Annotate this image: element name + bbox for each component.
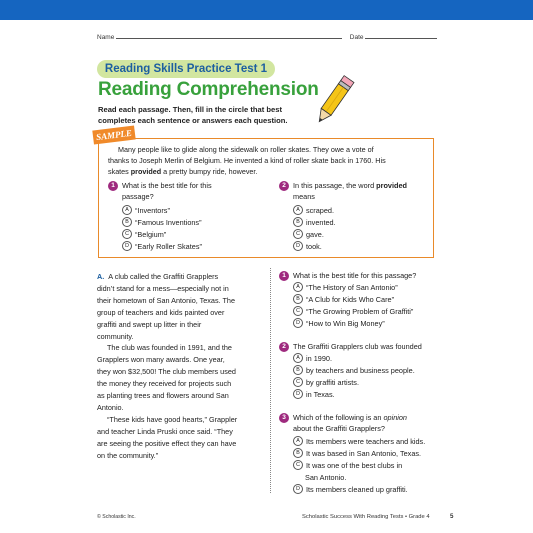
answer-choice[interactable] <box>293 436 425 447</box>
passage-line: didn’t stand for a mess—especially not in <box>97 283 229 293</box>
passage-line: Grapplers won many awards. One year, <box>97 355 225 365</box>
answer-choice[interactable] <box>293 294 394 305</box>
sample-passage <box>108 144 428 177</box>
answer-bubble[interactable]: B <box>293 294 303 304</box>
passage-line: group of teachers and kids painted over <box>97 307 225 317</box>
answer-bubble[interactable]: C <box>293 306 303 316</box>
answer-text: scraped. <box>306 206 334 215</box>
book-title: Scholastic Success With Reading Tests • Grade 4 <box>302 514 430 520</box>
answer-choice[interactable] <box>293 460 402 471</box>
passage-line: they won $32,500! The club members used <box>97 367 236 377</box>
answer-bubble[interactable]: B <box>293 365 303 375</box>
answer-text: “Belgium” <box>135 230 167 239</box>
answer-choice[interactable] <box>122 229 166 240</box>
passage-a <box>97 271 267 462</box>
answer-text: gave. <box>306 230 324 239</box>
answer-choice[interactable] <box>293 318 385 329</box>
question-text: The Graffiti Grapplers club was founded <box>293 342 422 351</box>
passage-line: the money they received for projects such <box>97 379 232 389</box>
passage-line: their hometown of San Antonio, Texas. The <box>97 295 235 305</box>
answer-bubble[interactable]: D <box>122 241 132 251</box>
page-number: 5 <box>450 513 454 520</box>
answer-choice[interactable] <box>293 282 398 293</box>
answer-text: in 1990. <box>306 354 332 363</box>
answer-text: It was one of the best clubs in <box>306 461 403 470</box>
passage-text-fragment: A club called the Graffiti Grapplers <box>108 272 219 281</box>
passage-line: are seeing the positive effect they can have <box>97 438 237 448</box>
answer-choice[interactable] <box>293 365 415 376</box>
answer-choice[interactable] <box>293 205 334 216</box>
answer-text: “Famous Inventions” <box>135 218 202 227</box>
question-number-badge: 1 <box>279 271 289 281</box>
answer-bubble[interactable]: A <box>122 205 132 215</box>
answer-text: It was based in San Antonio, Texas. <box>306 449 422 458</box>
answer-text: by teachers and business people. <box>306 366 415 375</box>
answer-choice[interactable] <box>293 353 332 364</box>
name-label: Name <box>97 34 115 41</box>
answer-text: “Inventors” <box>135 206 170 215</box>
name-blank[interactable] <box>116 38 342 39</box>
answer-choice[interactable] <box>293 484 408 495</box>
answer-choice-continued <box>305 472 346 483</box>
sample-tag: SAMPLE <box>92 125 135 144</box>
question-text: What is the best title for this passage? <box>293 271 417 280</box>
answer-choice[interactable] <box>293 377 359 388</box>
question-line: means <box>293 192 315 201</box>
passage-line: Many people like to glide along the sidewalk on roller skates. They owe a vote of <box>118 145 374 154</box>
date-label: Date <box>349 34 364 41</box>
answer-choice[interactable] <box>293 217 336 228</box>
question-number-badge: 2 <box>279 181 289 191</box>
answer-choice[interactable] <box>122 205 170 216</box>
question-number-badge: 3 <box>279 413 289 423</box>
answer-choice[interactable] <box>122 217 202 228</box>
answer-bubble[interactable]: B <box>293 448 303 458</box>
page-title: Reading Comprehension <box>98 79 319 100</box>
passage-line: “These kids have good hearts,” Grappler <box>107 414 238 424</box>
answer-choice[interactable] <box>122 241 202 252</box>
answer-bubble[interactable]: D <box>293 389 303 399</box>
answer-text: “The History of San Antonio” <box>306 283 398 292</box>
answer-choice[interactable] <box>293 306 413 317</box>
instructions <box>98 104 328 126</box>
question-text <box>122 180 212 202</box>
question-keyword: provided <box>376 181 407 190</box>
name-date-line <box>97 34 437 41</box>
answer-text: “A Club for Kids Who Care” <box>306 295 394 304</box>
answer-text: “How to Win Big Money” <box>306 319 385 328</box>
question-number-badge: 2 <box>279 342 289 352</box>
copyright: © Scholastic Inc. <box>97 514 136 520</box>
answer-bubble[interactable]: D <box>293 318 303 328</box>
answer-bubble[interactable]: C <box>293 229 303 239</box>
passage-keyword: provided <box>130 167 162 176</box>
answer-bubble[interactable]: D <box>293 241 303 251</box>
question-text <box>293 180 407 202</box>
answer-choice[interactable] <box>293 448 421 459</box>
answer-bubble[interactable]: A <box>293 205 303 215</box>
answer-text: Its members were teachers and kids. <box>306 437 426 446</box>
date-blank[interactable] <box>365 38 437 39</box>
passage-label: A. <box>97 272 105 281</box>
answer-choice[interactable] <box>293 229 324 240</box>
answer-bubble[interactable]: C <box>293 377 303 387</box>
answer-text: “Early Roller Skates” <box>135 242 202 251</box>
passage-text-fragment: a pretty bumpy ride, however. <box>161 167 258 176</box>
question-line: passage? <box>122 192 154 201</box>
answer-bubble[interactable]: A <box>293 353 303 363</box>
passage-line: Antonio. <box>97 402 124 412</box>
answer-choice[interactable] <box>293 389 335 400</box>
passage-line: thanks to Joseph Merlin of Belgium. He invented a kind of roller skate back in 1760. His <box>108 156 386 165</box>
passage-line <box>108 166 428 177</box>
answer-bubble[interactable]: A <box>293 436 303 446</box>
question-text-fragment: Which of the following is an <box>293 413 384 422</box>
question-text <box>293 412 407 434</box>
question-number-badge: 1 <box>108 181 118 191</box>
passage-line: and teacher Linda Pruski once said. “They <box>97 426 233 436</box>
question-line: about the Graffiti Grapplers? <box>293 424 385 433</box>
answer-bubble[interactable]: D <box>293 484 303 494</box>
answer-text: in Texas. <box>306 390 335 399</box>
question-line <box>293 180 407 191</box>
answer-bubble[interactable]: B <box>122 217 132 227</box>
answer-bubble[interactable]: C <box>122 229 132 239</box>
passage-line: on the community.” <box>97 450 159 460</box>
answer-text: San Antonio. <box>305 473 347 482</box>
column-divider <box>270 268 271 493</box>
answer-text: “The Growing Problem of Graffiti” <box>306 307 414 316</box>
answer-text: invented. <box>306 218 336 227</box>
instructions-line: completes each sentence or answers each question. <box>98 116 288 125</box>
answer-text: by graffiti artists. <box>306 378 359 387</box>
answer-bubble[interactable]: C <box>293 460 303 470</box>
passage-line: as planting trees and flowers around San <box>97 391 229 401</box>
top-color-bar <box>0 0 533 20</box>
question-keyword: opinion <box>383 413 407 422</box>
answer-choice[interactable] <box>293 241 322 252</box>
passage-line: The club was founded in 1991, and the <box>107 343 232 353</box>
passage-line: community. <box>97 331 134 341</box>
instructions-line: Read each passage. Then, fill in the circle that best <box>98 105 282 114</box>
passage-line: graffiti and swept up litter in their <box>97 319 202 329</box>
question-line <box>293 412 407 423</box>
question-text-fragment: In this passage, the word <box>293 181 377 190</box>
answer-text: Its members cleaned up graffiti. <box>306 485 408 494</box>
answer-text: took. <box>306 242 322 251</box>
passage-line <box>97 271 267 283</box>
answer-bubble[interactable]: A <box>293 282 303 292</box>
passage-text-fragment: skates <box>108 167 131 176</box>
question-line: What is the best title for this <box>122 181 212 190</box>
answer-bubble[interactable]: B <box>293 217 303 227</box>
test-title-pill: Reading Skills Practice Test 1 <box>97 60 275 78</box>
